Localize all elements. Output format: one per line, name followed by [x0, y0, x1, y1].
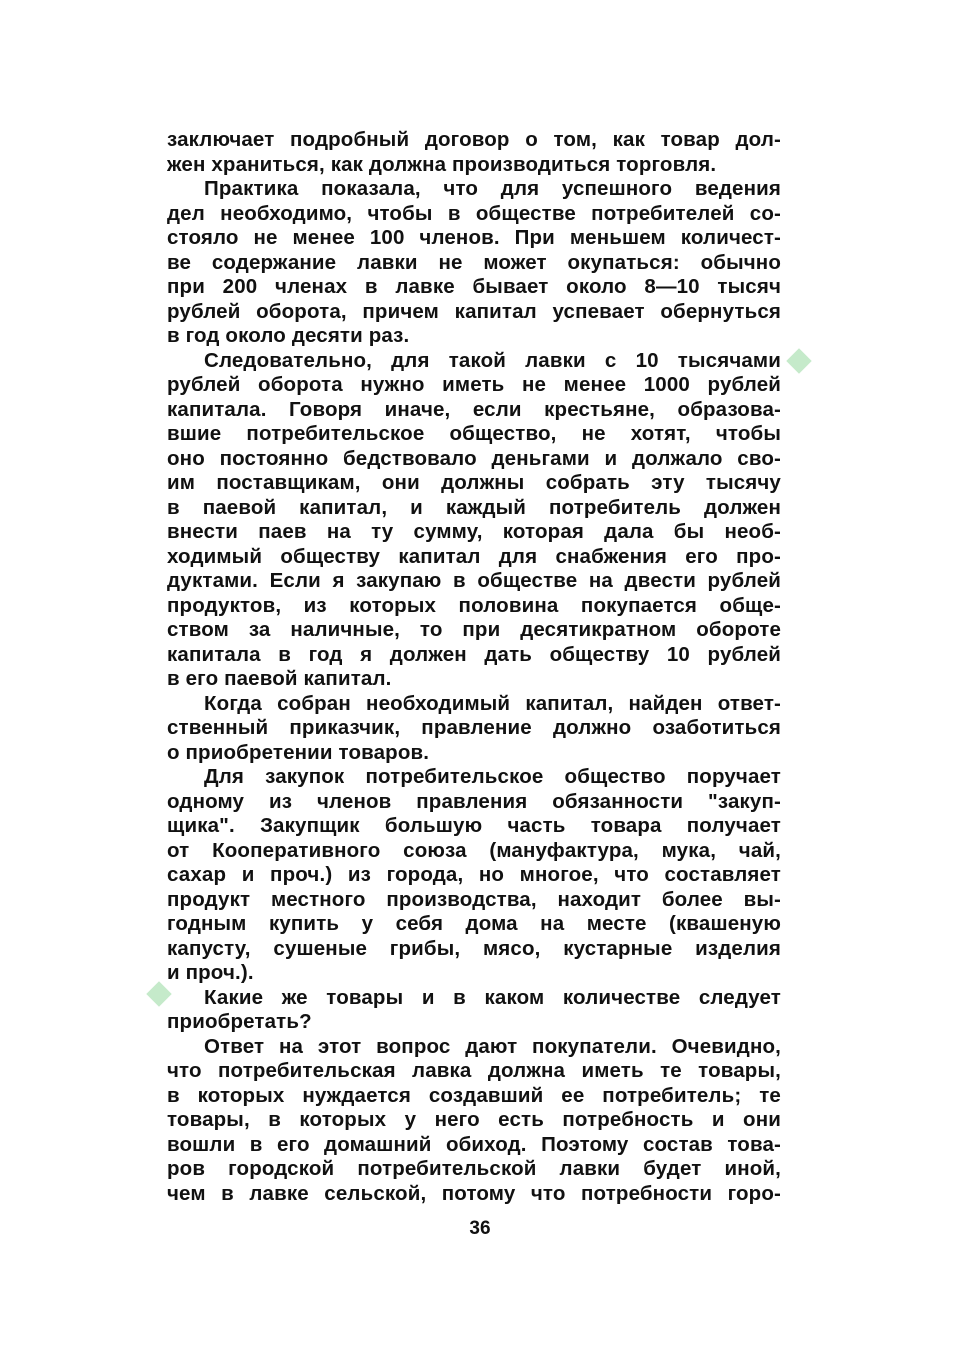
text-line: товары, в которых у него есть потребность и они: [167, 1108, 781, 1131]
text-line: дуктами. Если я закупаю в обществе на двести рублей: [167, 569, 781, 592]
page-number: 36: [469, 1218, 491, 1239]
text-line: ством за наличные, то при десятикратном обороте: [167, 618, 781, 641]
text-line: капитала. Говоря иначе, если крестьяне, образова-: [167, 397, 781, 421]
text-line: ве содержание лавки не может окупаться: обычно: [167, 250, 781, 274]
text-line: приобретать?: [167, 1010, 312, 1033]
text-line: одному из членов правления обязанности "закуп-: [167, 789, 781, 813]
text-line: стояло не менее 100 членов. При меньшем количест-: [167, 226, 781, 249]
body-text: [167, 128, 781, 1206]
text-line: ров городской потребительской лавки будет иной,: [167, 1157, 781, 1180]
text-line: чем в лавке сельской, потому что потребности горо-: [167, 1181, 781, 1205]
watermark-diamond-icon: [786, 348, 811, 373]
text-line: дел необходимо, чтобы в обществе потребителей со-: [167, 201, 781, 225]
text-line: Ответ на этот вопрос дают покупатели. Очевидно,: [204, 1034, 781, 1058]
text-line: жен храниться, как должна производиться торговля.: [167, 152, 717, 176]
text-line: в которых нуждается создавший ее потребитель; те: [167, 1083, 781, 1107]
text-line: вшие потребительское общество, не хотят, чтобы: [167, 422, 781, 445]
text-line: Когда собран необходимый капитал, найден ответ-: [204, 691, 781, 715]
text-line: рублей оборота нужно иметь не менее 1000 рублей: [167, 373, 781, 396]
text-line: внести паев на ту сумму, которая дала бы необ-: [167, 520, 781, 543]
text-line: капусту, сушеные грибы, мясо, кустарные изделия: [167, 936, 781, 960]
text-line: оно постоянно бедствовало деньгами и должало сво-: [167, 446, 781, 470]
text-line: продуктов, из которых половина покупается обще-: [167, 593, 781, 617]
text-line: щика". Закупщик большую часть товара получает: [167, 814, 781, 837]
text-line: капитала в год я должен дать обществу 10 рублей: [167, 642, 781, 666]
text-line: Следовательно, для такой лавки с 10 тысячами: [204, 348, 781, 372]
text-line: Какие же товары и в каком количестве следует: [204, 985, 781, 1009]
text-line: вошли в его домашний обиход. Поэтому состав това-: [167, 1132, 781, 1156]
text-line: от Кооперативного союза (мануфактура, мука, чай,: [167, 838, 781, 862]
text-line: что потребительская лавка должна иметь те товары,: [167, 1059, 781, 1082]
text-line: в год около десяти раз.: [167, 324, 410, 347]
text-line: при 200 членах в лавке бывает около 8—10 тысяч: [167, 275, 781, 298]
text-line: в его паевой капитал.: [167, 667, 392, 690]
text-line: Практика показала, что для успешного ведения: [204, 177, 781, 200]
text-line: рублей оборота, причем капитал успевает обернуться: [167, 299, 781, 323]
text-line: и проч.).: [167, 961, 254, 984]
text-line: заключает подробный договор о том, как товар дол-: [167, 128, 781, 151]
text-line: о приобретении товаров.: [167, 740, 430, 764]
text-line: ственный приказчик, правление должно озаботиться: [167, 716, 781, 739]
text-line: продукт местного производства, находит более вы-: [167, 887, 781, 911]
text-line: в паевой капитал, и каждый потребитель должен: [167, 495, 781, 519]
text-line: Для закупок потребительское общество поручает: [204, 765, 781, 788]
text-line: сахар и проч.) из города, но многое, что составляет: [167, 863, 781, 886]
text-line: им поставщикам, они должны собрать эту тысячу: [167, 471, 781, 494]
text-line: годным купить у себя дома на месте (квашеную: [167, 912, 781, 935]
text-line: ходимый обществу капитал для снабжения его про-: [167, 544, 781, 568]
